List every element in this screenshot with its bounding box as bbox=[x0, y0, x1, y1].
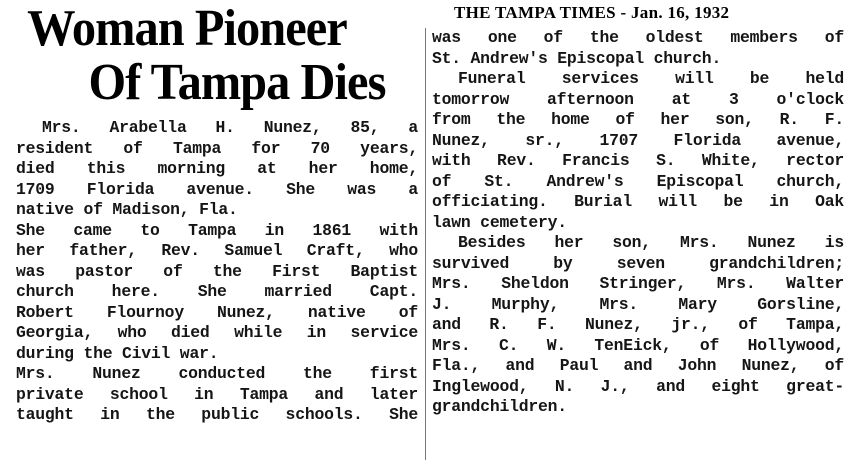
text-line: St. Andrew's Episcopal church. bbox=[432, 48, 722, 68]
text-line: Georgia, who died while in service bbox=[16, 323, 418, 342]
text-line: was pastor of the First Baptist bbox=[16, 261, 418, 281]
left-column bbox=[16, 0, 418, 426]
paragraph-5 bbox=[432, 233, 844, 418]
text-line: died this morning at her home, bbox=[16, 159, 418, 178]
text-line: her father, Rev. Samuel Craft, who bbox=[16, 241, 418, 260]
headline bbox=[16, 2, 390, 110]
text-line: Inglewood, N. J., and eight great- bbox=[432, 376, 844, 396]
left-article-text bbox=[16, 118, 418, 426]
text-line: Mrs. Sheldon Stringer, Mrs. Walter bbox=[432, 274, 844, 293]
text-line: J. Murphy, Mrs. Mary Gorsline, bbox=[432, 294, 844, 314]
paragraph-3 bbox=[16, 364, 418, 426]
text-line: taught in the public schools. She bbox=[16, 405, 418, 424]
text-line: Besides her son, Mrs. Nunez is bbox=[458, 233, 844, 252]
text-line: officiating. Burial will be in Oak bbox=[432, 192, 844, 211]
right-article-text bbox=[432, 28, 844, 418]
text-line: lawn cemetery. bbox=[432, 212, 567, 232]
text-line: Nunez, sr., 1707 Florida avenue, bbox=[432, 130, 844, 150]
dateline: THE TAMPA TIMES - Jan. 16, 1932 bbox=[454, 3, 730, 22]
column-divider bbox=[425, 28, 426, 460]
paragraph-2 bbox=[16, 221, 418, 365]
text-line: She came to Tampa in 1861 with bbox=[16, 220, 418, 240]
text-line: native of Madison, Fla. bbox=[16, 200, 238, 219]
text-line: from the home of her son, R. F. bbox=[432, 110, 844, 129]
headline-line-2: Of Tampa Dies bbox=[88, 54, 386, 111]
headline-line-1: Woman Pioneer bbox=[27, 0, 347, 57]
text-line: 1709 Florida avenue. She was a bbox=[16, 179, 418, 199]
text-line: during the Civil war. bbox=[16, 343, 219, 363]
paragraph-3-continued bbox=[432, 28, 844, 69]
paragraph-4 bbox=[432, 69, 844, 233]
text-line: was one of the oldest members of bbox=[432, 28, 844, 47]
text-line: survived by seven grandchildren; bbox=[432, 253, 844, 273]
text-line: Fla., and Paul and John Nunez, of bbox=[432, 356, 844, 375]
right-column bbox=[432, 0, 844, 418]
text-line: church here. She married Capt. bbox=[16, 282, 418, 301]
paragraph-1 bbox=[16, 118, 418, 221]
text-line: Robert Flournoy Nunez, native of bbox=[16, 302, 418, 322]
text-line: of St. Andrew's Episcopal church, bbox=[432, 171, 844, 191]
text-line: tomorrow afternoon at 3 o'clock bbox=[432, 89, 844, 109]
text-line: and R. F. Nunez, jr., of Tampa, bbox=[432, 315, 844, 334]
text-line: private school in Tampa and later bbox=[16, 384, 418, 404]
text-line: with Rev. Francis S. White, rector bbox=[432, 151, 844, 170]
text-line: grandchildren. bbox=[432, 397, 567, 416]
text-line: Mrs. Nunez conducted the first bbox=[16, 364, 418, 383]
text-line: resident of Tampa for 70 years, bbox=[16, 138, 418, 158]
text-line: Mrs. C. W. TenEick, of Hollywood, bbox=[432, 335, 844, 355]
text-line: Funeral services will be held bbox=[458, 69, 844, 88]
text-line: Mrs. Arabella H. Nunez, 85, a bbox=[42, 118, 418, 137]
